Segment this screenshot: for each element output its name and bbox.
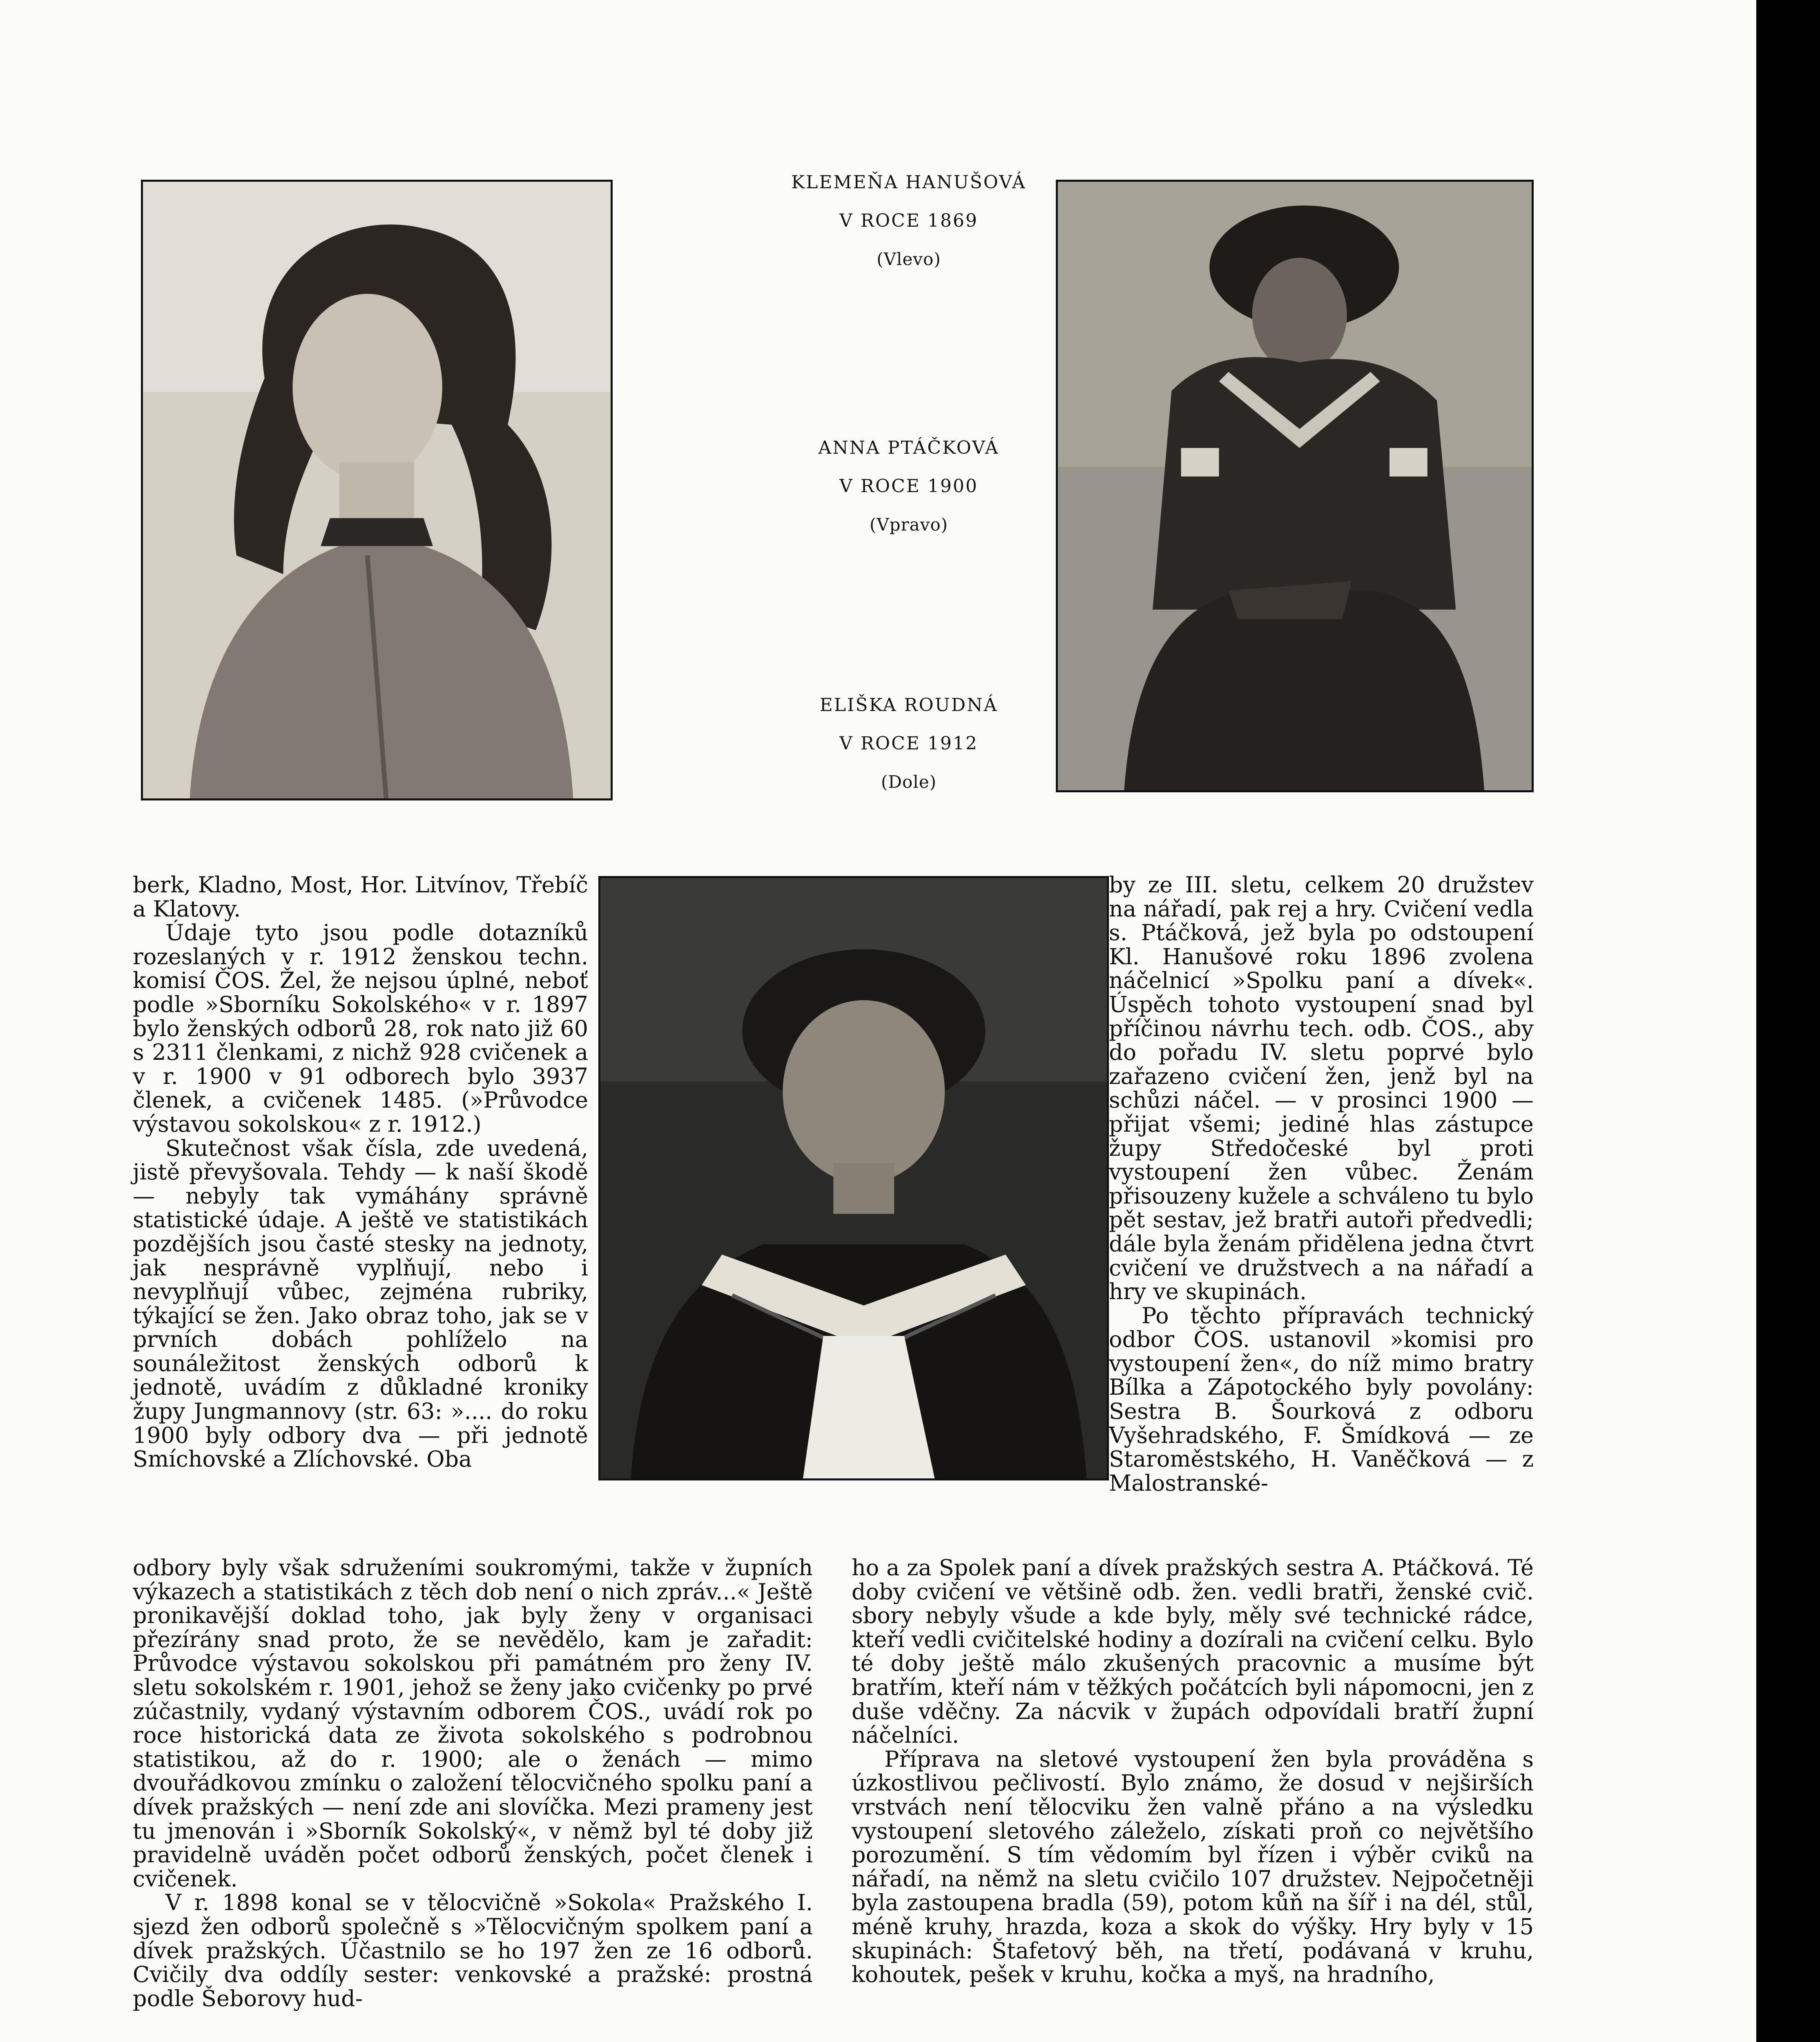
paragraph: Příprava na sletové vystoupení žen byla prováděna s úzkostlivou pečlivostí. Bylo známo, že dosud v nejširších vrstvách není tělocviku žen valně přáno a na výsledku vystoupení sletového záleželo, získati proň co největšího porozumění. S tím vědomím byl řízen i výběr cviků na nářadí, na němž na sletu cvičilo 107 družstev. Nejpočetněji byla zastoupena bradla (59), potom kůň na šíř i na dél, stůl, méně kruhy, hrazda, koza a skok do výšky. Hry byly v 15 skupinách: Štafetový běh, na třetí, podávaná v kruhu, kohoutek, pešek v kruhu, kočka a myš, na hradního,	[852, 1746, 1534, 1988]
caption-position: (Vpravo)	[869, 515, 948, 535]
left-column-narrow	[133, 873, 588, 1471]
caption-year: V ROCE 1912	[839, 733, 978, 754]
caption-position: (Dole)	[881, 772, 937, 792]
paragraph: V r. 1898 konal se v tělocvičně »Sokola« Pražského I. sjezd žen odborů společně s »Tělocvičným spolkem paní a dívek pražských. Účastnilo se ho 197 žen ze 16 odborů. Cvičily dva oddíly sester: venkovské a pražské: prostná podle Šeborovy hud-	[133, 1890, 813, 2011]
paragraph: odbory byly však sdruženími soukromými, takže v župních výkazech a statistikách z těch dob není o nich zpráv...« Ještě pronikavější doklad toho, jak byly ženy v organisaci přezírány snad proto, že se nevědělo, kam je zařadit: Průvodce výstavou sokolskou při památném pro ženy IV. sletu sokolském r. 1901, jehož se ženy jako cvičenky po prvé zúčastnily, vydaný výstavním odborem ČOS., uvádí rok po roce historická data ze života sokolského s podrobnou statistikou, až do r. 1900; ale o ženách — mimo dvouřádkovou zmínku o založení tělocvičného spolku paní a dívek pražských — není zde ani slovíčka. Mezi prameny jest tu jmenován i »Sborník Sokolský«, v němž byl té doby již pravidelně uváděn počet odborů ženských, počet členek i cvičenek.	[133, 1555, 813, 1892]
photo-hanusova-portrait	[141, 180, 613, 800]
right-column-narrow	[1109, 873, 1534, 1495]
paragraph: Údaje tyto jsou podle dotazníků rozeslaných v r. 1912 ženskou techn. komisí ČOS. Žel, že nejsou úplné, neboť podle »Sborníku Sokolského« v r. 1897 bylo ženských odborů 28, rok nato již 60 s 2311 členkami, z nichž 928 cvičenek a v r. 1900 v 91 odborech bylo 3937 členek, a cvičenek 1485. (»Průvodce výstavou sokolskou« z r. 1912.)	[133, 920, 588, 1137]
photo-ptackova-portrait	[1056, 180, 1534, 792]
right-column-wide	[852, 1556, 1534, 1987]
paragraph: ho a za Spolek paní a dívek pražských sestra A. Ptáčková. Té doby cvičení ve většině odb. žen. vedli bratři, ženské cvič. sbory nebyly všude a kde byly, měly své technické rádce, kteří vedli cvičitelské hodiny a dozírali na cvičení celku. Bylo té doby ještě málo zkušených pracovnic a musíme být bratřím, kteří nám v těžkých počátcích byli nápomocni, jen z duše vděčny. Za nácvik v župách odpovídali bratří župní náčelníci.	[852, 1555, 1534, 1748]
paragraph: by ze III. sletu, celkem 20 družstev na nářadí, pak rej a hry. Cvičení vedla s. Ptáčková, jež byla po odstoupení Kl. Hanušové roku 1896 zvolena náčelnicí »Spolku paní a dívek«. Úspěch tohoto vystoupení snad byl příčinou návrhu tech. odb. ČOS., aby do pořadu IV. sletu poprvé bylo zařazeno cvičení žen, jenž byl na schůzi náčel. — v prosinci 1900 — přijat všemi; jediné hlas zástupce župy Středočeské byl proti vystoupení žen vůbec. Ženám přisouzeny kužele a schváleno tu bylo pět sestav, jež bratři autoři předvedli; dále byla ženám přidělena jedna čtvrt cvičení ve družstvech a na nářadí a hry ve skupinách.	[1109, 872, 1534, 1305]
paragraph: Skutečnost však čísla, zde uvedená, jistě převyšovala. Tehdy — k naší škodě — nebyly tak vymáhány správně statistické údaje. A ještě ve statistikách pozdějších jsou časté stesky na jednoty, jak nesprávně vyplňují, nebo i nevyplňují vůbec, zejména rubriky, týkající se žen. Jako obraz toho, jak se v prvních dobách pohlíželo na sounáležitost ženských odborů k jednotě, uvádím z důkladné kroniky župy Jungmannovy (str. 63: ».... do roku 1900 byly odbory dva — při jednotě Smíchovské a Zlíchovské. Oba	[133, 1135, 588, 1472]
caption-name: ELIŠKA ROUDNÁ	[819, 695, 998, 716]
caption-year: V ROCE 1869	[839, 210, 978, 231]
paragraph: Po těchto přípravách technický odbor ČOS. ustanovil »komisi pro vystoupení žen«, do níž mimo bratry Bílka a Zápotockého byly povolány: Sestra B. Šourková z odboru Vyšehradského, F. Šmídková — ze Staroměstského, H. Vaněčková — z Malostranské-	[1109, 1302, 1534, 1496]
left-column-wide	[133, 1556, 813, 2011]
caption-name: ANNA PTÁČKOVÁ	[818, 437, 999, 458]
caption-name: KLEMEŇA HANUŠOVÁ	[791, 172, 1026, 193]
caption-position: (Vlevo)	[877, 249, 941, 269]
photo-roudna-portrait	[598, 876, 1109, 1480]
caption-year: V ROCE 1900	[839, 476, 978, 497]
paragraph: berk, Kladno, Most, Hor. Litvínov, Třebíč a Klatovy.	[133, 872, 588, 922]
